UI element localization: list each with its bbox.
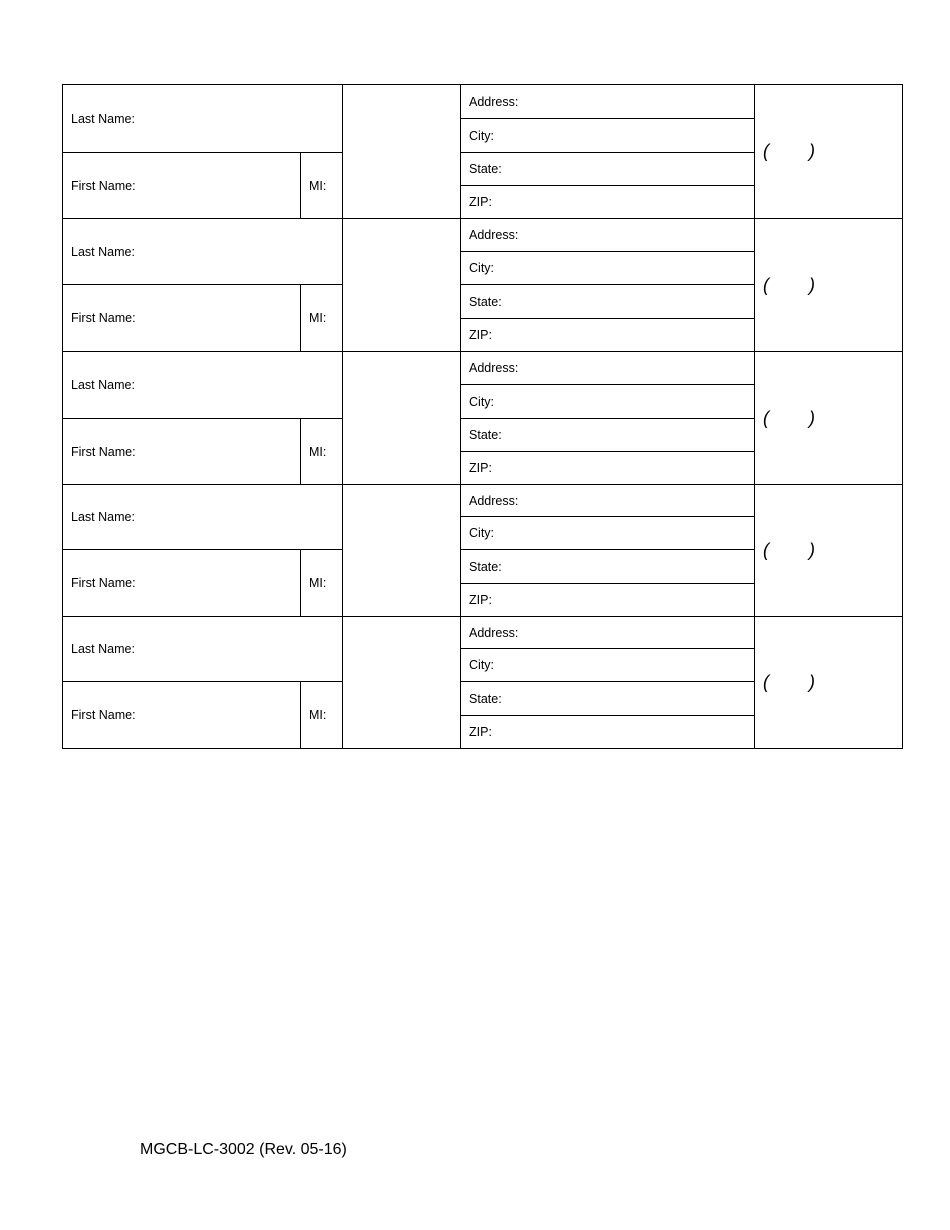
state-field[interactable] [461,153,755,186]
first-name-field[interactable] [63,550,301,617]
last-name-label: Last Name: [71,642,135,656]
phone-field[interactable] [755,352,903,485]
first-name-label: First Name: [71,708,136,722]
phone-close-paren: ) [809,274,816,295]
zip-field[interactable] [461,716,755,749]
first-name-label: First Name: [71,576,136,590]
last-name-field[interactable] [63,219,343,285]
city-label: City: [469,526,495,540]
mi-field[interactable] [301,285,343,352]
phone-field[interactable] [755,219,903,352]
entry-row [63,219,903,252]
city-field[interactable] [461,252,755,285]
zip-field[interactable] [461,584,755,617]
phone-close-paren: ) [809,540,816,560]
address-label: Address: [469,228,519,242]
last-name-label: Last Name: [71,378,135,392]
entry-row [63,617,903,649]
entry-form-body [63,85,903,749]
phone-gap [769,540,809,560]
phone-close-paren: ) [809,141,816,161]
mi-field[interactable] [301,550,343,617]
phone-field[interactable] [755,85,903,219]
first-name-field[interactable] [63,682,301,749]
zip-label: ZIP: [469,593,492,607]
blank-field[interactable] [343,485,461,617]
address-label: Address: [469,493,519,508]
mi-label: MI: [309,444,327,459]
address-label: Address: [469,94,519,109]
phone-field[interactable] [755,485,903,617]
city-label: City: [469,394,495,409]
state-label: State: [469,691,502,706]
zip-label: ZIP: [469,195,492,209]
mi-field[interactable] [301,682,343,749]
address-field[interactable] [461,85,755,119]
phone-close-paren: ) [809,407,816,428]
last-name-field[interactable] [63,485,343,550]
mi-field[interactable] [301,153,343,219]
phone-close-paren: ) [809,672,816,692]
phone-gap [769,141,809,161]
blank-field[interactable] [343,85,461,219]
phone-gap [769,408,809,428]
address-field[interactable] [461,617,755,649]
state-field[interactable] [461,550,755,584]
first-name-field[interactable] [63,285,301,352]
zip-label: ZIP: [469,725,492,739]
phone-gap [769,672,809,692]
state-field[interactable] [461,419,755,452]
phone-gap [769,275,809,295]
address-label: Address: [469,361,519,375]
last-name-label: Last Name: [71,244,135,259]
address-field[interactable] [461,485,755,517]
phone-field[interactable] [755,617,903,749]
zip-field[interactable] [461,319,755,352]
state-label: State: [469,162,502,176]
state-label: State: [469,428,502,442]
mi-label: MI: [309,178,327,193]
last-name-field[interactable] [63,352,343,419]
address-label: Address: [469,625,519,640]
last-name-field[interactable] [63,617,343,682]
phone-open-paren: ( [763,407,770,428]
phone-open-paren: ( [763,540,770,560]
entry-row [63,485,903,517]
blank-field[interactable] [343,219,461,352]
first-name-label: First Name: [71,178,136,193]
mi-label: MI: [309,708,327,722]
state-label: State: [469,559,502,574]
state-field[interactable] [461,285,755,319]
city-field[interactable] [461,649,755,682]
city-field[interactable] [461,119,755,153]
zip-label: ZIP: [469,461,492,475]
zip-field[interactable] [461,186,755,219]
mi-label: MI: [309,311,327,325]
first-name-field[interactable] [63,153,301,219]
entry-form-table [62,84,903,749]
mi-label: MI: [309,576,327,590]
first-name-label: First Name: [71,444,136,459]
address-field[interactable] [461,352,755,385]
state-label: State: [469,294,502,309]
blank-field[interactable] [343,352,461,485]
zip-field[interactable] [461,452,755,485]
entry-row [63,85,903,119]
last-name-label: Last Name: [71,111,135,126]
last-name-label: Last Name: [71,510,135,524]
first-name-field[interactable] [63,419,301,485]
zip-label: ZIP: [469,328,492,342]
entry-row [63,352,903,385]
city-label: City: [469,128,495,143]
city-field[interactable] [461,385,755,419]
city-label: City: [469,658,495,672]
city-label: City: [469,261,495,275]
form-id-footer: MGCB-LC-3002 (Rev. 05-16) [140,1141,347,1158]
first-name-label: First Name: [71,311,136,325]
state-field[interactable] [461,682,755,716]
city-field[interactable] [461,517,755,550]
address-field[interactable] [461,219,755,252]
phone-open-paren: ( [763,141,770,161]
last-name-field[interactable] [63,85,343,153]
phone-open-paren: ( [763,274,770,295]
blank-field[interactable] [343,617,461,749]
phone-open-paren: ( [763,672,770,692]
mi-field[interactable] [301,419,343,485]
